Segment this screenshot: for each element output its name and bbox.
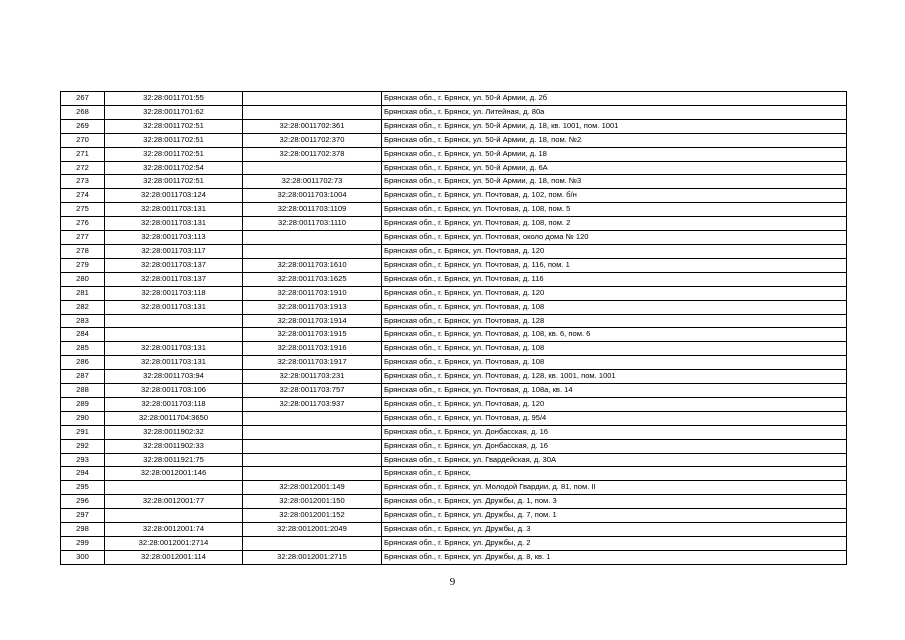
address-cell: Брянская обл., г. Брянск, ул. Почтовая, д. 120 [382, 286, 847, 300]
object-number-cell: 32:28:0011702:378 [243, 147, 382, 161]
table-row [61, 509, 847, 523]
row-number-cell: 279 [61, 258, 105, 272]
object-number-cell [243, 537, 382, 551]
address-cell: Брянская обл., г. Брянск, ул. 50-й Армии, д. 18 [382, 147, 847, 161]
table-row [61, 425, 847, 439]
address-cell: Брянская обл., г. Брянск, ул. Почтовая, д. 108, кв. 6, пом. 6 [382, 328, 847, 342]
object-number-cell: 32:28:0012001:2715 [243, 550, 382, 564]
object-number-cell: 32:28:0012001:150 [243, 495, 382, 509]
address-cell: Брянская обл., г. Брянск, ул. Почтовая, д. 120 [382, 244, 847, 258]
row-number-cell: 272 [61, 161, 105, 175]
land-parcel-number-cell: 32:28:0011703:118 [105, 397, 243, 411]
address-cell: Брянская обл., г. Брянск, ул. Почтовая, д. 108 [382, 356, 847, 370]
row-number-cell: 277 [61, 231, 105, 245]
table-row [61, 481, 847, 495]
row-number-cell: 268 [61, 105, 105, 119]
land-parcel-number-cell: 32:28:0012001:74 [105, 523, 243, 537]
table-row [61, 231, 847, 245]
land-parcel-number-cell: 32:28:0012001:146 [105, 467, 243, 481]
table-row [61, 286, 847, 300]
table-row [61, 439, 847, 453]
table-row [61, 133, 847, 147]
address-cell: Брянская обл., г. Брянск, ул. Почтовая, д. 116 [382, 272, 847, 286]
land-parcel-number-cell: 32:28:0012001:114 [105, 550, 243, 564]
land-parcel-number-cell: 32:28:0011703:137 [105, 258, 243, 272]
land-parcel-number-cell: 32:28:0012001:77 [105, 495, 243, 509]
table-row [61, 244, 847, 258]
row-number-cell: 293 [61, 453, 105, 467]
row-number-cell: 290 [61, 411, 105, 425]
land-parcel-number-cell: 32:28:0011703:118 [105, 286, 243, 300]
land-parcel-number-cell: 32:28:0011703:131 [105, 217, 243, 231]
table-row [61, 523, 847, 537]
table-row [61, 92, 847, 106]
page-number: 9 [449, 576, 456, 588]
object-number-cell [243, 244, 382, 258]
land-parcel-number-cell [105, 314, 243, 328]
table-row [61, 356, 847, 370]
cadastral-table [60, 91, 847, 565]
row-number-cell: 291 [61, 425, 105, 439]
row-number-cell: 300 [61, 550, 105, 564]
address-cell: Брянская обл., г. Брянск, ул. Почтовая, д. 108, пом. 2 [382, 217, 847, 231]
land-parcel-number-cell: 32:28:0011902:33 [105, 439, 243, 453]
object-number-cell [243, 231, 382, 245]
object-number-cell [243, 161, 382, 175]
row-number-cell: 297 [61, 509, 105, 523]
object-number-cell [243, 92, 382, 106]
address-cell: Брянская обл., г. Брянск, ул. 50-й Армии, д. 2б [382, 92, 847, 106]
land-parcel-number-cell: 32:28:0011921:75 [105, 453, 243, 467]
row-number-cell: 294 [61, 467, 105, 481]
land-parcel-number-cell: 32:28:0011703:113 [105, 231, 243, 245]
address-cell: Брянская обл., г. Брянск, ул. Гвардейская, д. 30А [382, 453, 847, 467]
table-row [61, 161, 847, 175]
table-row [61, 314, 847, 328]
object-number-cell: 32:28:0011703:1913 [243, 300, 382, 314]
table-row [61, 550, 847, 564]
row-number-cell: 271 [61, 147, 105, 161]
row-number-cell: 284 [61, 328, 105, 342]
object-number-cell [243, 439, 382, 453]
table-row [61, 397, 847, 411]
land-parcel-number-cell: 32:28:0011703:124 [105, 189, 243, 203]
address-cell: Брянская обл., г. Брянск, ул. Почтовая, д. 116, пом. 1 [382, 258, 847, 272]
row-number-cell: 282 [61, 300, 105, 314]
address-cell: Брянская обл., г. Брянск, ул. Почтовая, д. 108 [382, 342, 847, 356]
land-parcel-number-cell: 32:28:0011703:131 [105, 300, 243, 314]
object-number-cell [243, 467, 382, 481]
land-parcel-number-cell: 32:28:0011701:55 [105, 92, 243, 106]
land-parcel-number-cell: 32:28:0011703:106 [105, 384, 243, 398]
table-row [61, 105, 847, 119]
land-parcel-number-cell: 32:28:0011703:117 [105, 244, 243, 258]
object-number-cell: 32:28:0011703:1610 [243, 258, 382, 272]
address-cell: Брянская обл., г. Брянск, ул. Почтовая, д. 108, пом. 5 [382, 203, 847, 217]
row-number-cell: 269 [61, 119, 105, 133]
table-row [61, 300, 847, 314]
table-row [61, 203, 847, 217]
land-parcel-number-cell: 32:28:0011902:32 [105, 425, 243, 439]
land-parcel-number-cell: 32:28:0011701:62 [105, 105, 243, 119]
land-parcel-number-cell: 32:28:0011703:131 [105, 203, 243, 217]
land-parcel-number-cell: 32:28:0011704:3650 [105, 411, 243, 425]
object-number-cell: 32:28:0011703:231 [243, 370, 382, 384]
address-cell: Брянская обл., г. Брянск, ул. Почтовая, д. 95/4 [382, 411, 847, 425]
table-row [61, 453, 847, 467]
row-number-cell: 275 [61, 203, 105, 217]
object-number-cell: 32:28:0011703:1914 [243, 314, 382, 328]
address-cell: Брянская обл., г. Брянск, ул. Почтовая, д. 108 [382, 300, 847, 314]
object-number-cell: 32:28:0011703:1910 [243, 286, 382, 300]
row-number-cell: 276 [61, 217, 105, 231]
object-number-cell: 32:28:0011703:757 [243, 384, 382, 398]
address-cell: Брянская обл., г. Брянск, ул. Дружбы, д. 8, кв. 1 [382, 550, 847, 564]
object-number-cell: 32:28:0011703:1004 [243, 189, 382, 203]
table-row [61, 119, 847, 133]
address-cell: Брянская обл., г. Брянск, ул. Литейная, д. 80а [382, 105, 847, 119]
table-row [61, 384, 847, 398]
row-number-cell: 285 [61, 342, 105, 356]
land-parcel-number-cell [105, 509, 243, 523]
address-cell: Брянская обл., г. Брянск, ул. Донбасская, д. 16 [382, 439, 847, 453]
row-number-cell: 281 [61, 286, 105, 300]
table-row [61, 370, 847, 384]
table-row [61, 342, 847, 356]
table-row [61, 147, 847, 161]
table-row [61, 537, 847, 551]
table-row [61, 328, 847, 342]
address-cell: Брянская обл., г. Брянск, ул. Донбасская, д. 16 [382, 425, 847, 439]
object-number-cell: 32:28:0012001:149 [243, 481, 382, 495]
address-cell: Брянская обл., г. Брянск, ул. 50-й Армии, д. 18, кв. 1001, пом. 1001 [382, 119, 847, 133]
row-number-cell: 274 [61, 189, 105, 203]
table-row [61, 272, 847, 286]
land-parcel-number-cell: 32:28:0011702:51 [105, 147, 243, 161]
land-parcel-number-cell: 32:28:0011702:51 [105, 133, 243, 147]
object-number-cell: 32:28:0011702:370 [243, 133, 382, 147]
row-number-cell: 289 [61, 397, 105, 411]
address-cell: Брянская обл., г. Брянск, ул. 50-й Армии, д. 6А [382, 161, 847, 175]
row-number-cell: 283 [61, 314, 105, 328]
land-parcel-number-cell: 32:28:0011703:94 [105, 370, 243, 384]
table-row [61, 217, 847, 231]
row-number-cell: 278 [61, 244, 105, 258]
object-number-cell: 32:28:0011703:1916 [243, 342, 382, 356]
row-number-cell: 292 [61, 439, 105, 453]
object-number-cell: 32:28:0011702:361 [243, 119, 382, 133]
land-parcel-number-cell [105, 481, 243, 495]
object-number-cell: 32:28:0011703:1915 [243, 328, 382, 342]
table-row [61, 467, 847, 481]
address-cell: Брянская обл., г. Брянск, ул. Почтовая, д. 128 [382, 314, 847, 328]
address-cell: Брянская обл., г. Брянск, ул. Почтовая, д. 128, кв. 1001, пом. 1001 [382, 370, 847, 384]
object-number-cell: 32:28:0011703:1109 [243, 203, 382, 217]
address-cell: Брянская обл., г. Брянск, ул. Почтовая, д. 108а, кв. 14 [382, 384, 847, 398]
object-number-cell [243, 425, 382, 439]
object-number-cell: 32:28:0011703:1110 [243, 217, 382, 231]
row-number-cell: 270 [61, 133, 105, 147]
address-cell: Брянская обл., г. Брянск, ул. Дружбы, д. 7, пом. 1 [382, 509, 847, 523]
object-number-cell: 32:28:0011703:1625 [243, 272, 382, 286]
land-parcel-number-cell: 32:28:0011703:131 [105, 356, 243, 370]
table-row [61, 175, 847, 189]
land-parcel-number-cell [105, 328, 243, 342]
object-number-cell: 32:28:0011703:937 [243, 397, 382, 411]
object-number-cell [243, 411, 382, 425]
row-number-cell: 295 [61, 481, 105, 495]
table-row [61, 189, 847, 203]
land-parcel-number-cell: 32:28:0011702:54 [105, 161, 243, 175]
address-cell: Брянская обл., г. Брянск, ул. Дружбы, д. 1, пом. 3 [382, 495, 847, 509]
address-cell: Брянская обл., г. Брянск, ул. Дружбы, д. 2 [382, 537, 847, 551]
land-parcel-number-cell: 32:28:0011703:131 [105, 342, 243, 356]
land-parcel-number-cell: 32:28:0011702:51 [105, 175, 243, 189]
address-cell: Брянская обл., г. Брянск, ул. 50-й Армии, д. 18, пом. №3 [382, 175, 847, 189]
row-number-cell: 286 [61, 356, 105, 370]
row-number-cell: 280 [61, 272, 105, 286]
land-parcel-number-cell: 32:28:0011702:51 [105, 119, 243, 133]
table-row [61, 411, 847, 425]
object-number-cell: 32:28:0012001:152 [243, 509, 382, 523]
object-number-cell [243, 453, 382, 467]
address-cell: Брянская обл., г. Брянск, ул. 50-й Армии, д. 18, пом. №2 [382, 133, 847, 147]
row-number-cell: 273 [61, 175, 105, 189]
object-number-cell: 32:28:0012001:2049 [243, 523, 382, 537]
object-number-cell [243, 105, 382, 119]
table-body [61, 92, 847, 565]
address-cell: Брянская обл., г. Брянск, [382, 467, 847, 481]
address-cell: Брянская обл., г. Брянск, ул. Почтовая, д. 102, пом. б/н [382, 189, 847, 203]
land-parcel-number-cell: 32:28:0012001:2714 [105, 537, 243, 551]
object-number-cell: 32:28:0011703:1917 [243, 356, 382, 370]
address-cell: Брянская обл., г. Брянск, ул. Почтовая, д. 120 [382, 397, 847, 411]
row-number-cell: 287 [61, 370, 105, 384]
row-number-cell: 267 [61, 92, 105, 106]
land-parcel-number-cell: 32:28:0011703:137 [105, 272, 243, 286]
address-cell: Брянская обл., г. Брянск, ул. Почтовая, около дома № 120 [382, 231, 847, 245]
address-cell: Брянская обл., г. Брянск, ул. Молодой Гвардии, д. 81, пом. II [382, 481, 847, 495]
object-number-cell: 32:28:0011702:73 [243, 175, 382, 189]
row-number-cell: 299 [61, 537, 105, 551]
table-row [61, 258, 847, 272]
address-cell: Брянская обл., г. Брянск, ул. Дружбы, д. 3 [382, 523, 847, 537]
row-number-cell: 298 [61, 523, 105, 537]
row-number-cell: 288 [61, 384, 105, 398]
table-row [61, 495, 847, 509]
row-number-cell: 296 [61, 495, 105, 509]
